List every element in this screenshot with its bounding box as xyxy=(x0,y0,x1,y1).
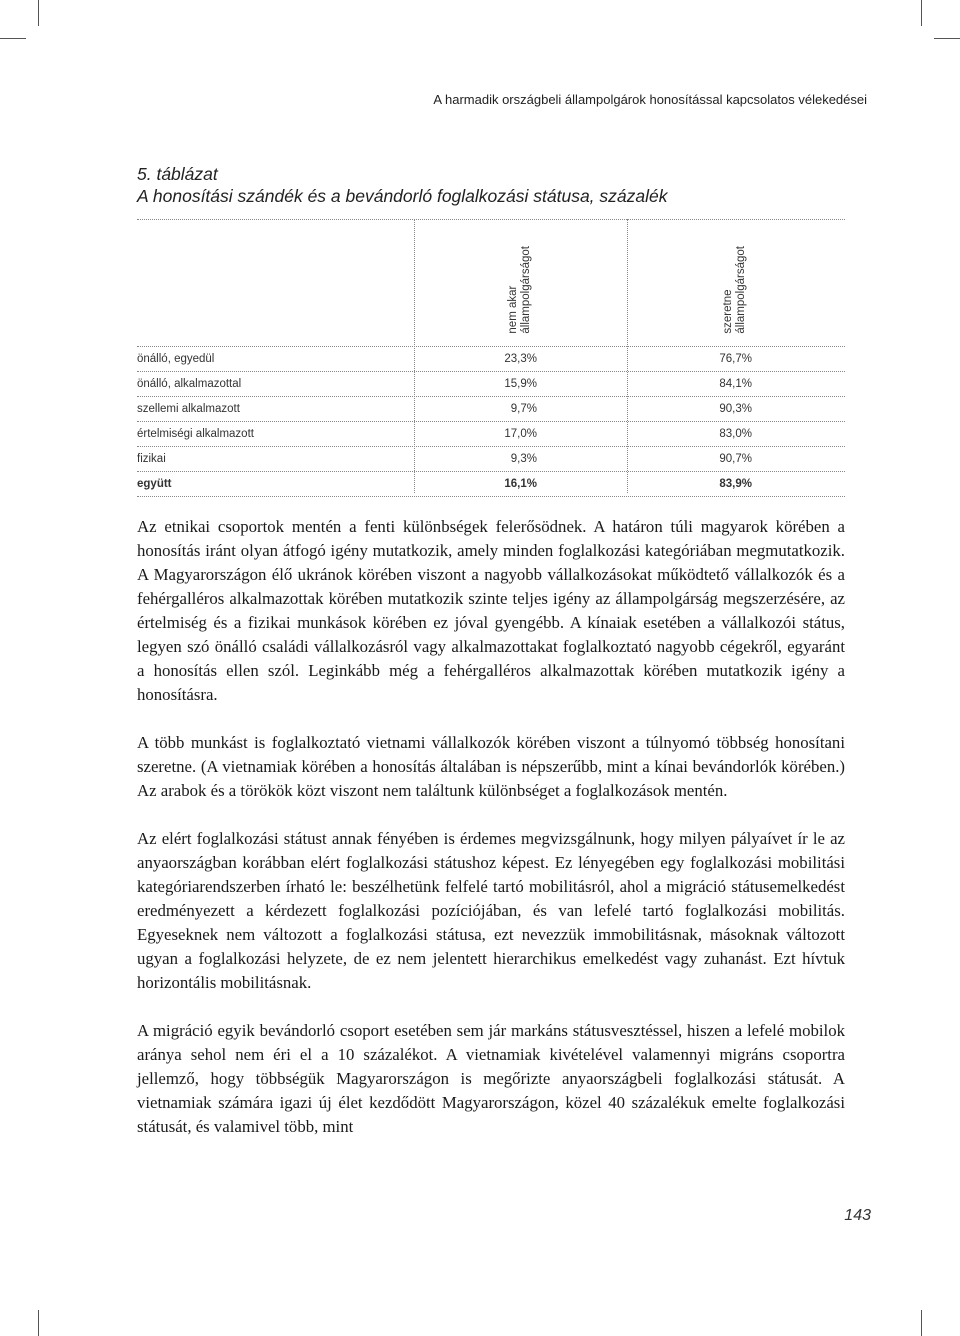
body-text xyxy=(137,515,845,1163)
paragraph: Az elért foglalkozási státust annak fényében is érdemes megvizsgálnunk, hogy milyen pályaívet ír le az anyaországban korábban elért foglalkozási státushoz képest. Ez lényegében egy foglalkozási mobilitási kategóriarendszerben írható le: beszélhetünk felfelé tartó mobilitásról, ahol a migráció státusemelkedést eredményezett a kérdezett foglalkozási pozíciójában, és van lefelé tartó foglalkozási mobilitás. Egyeseknek nem változott a foglalkozási státusa, ezt nevezzük immobilitásnak, másoknak változott ugyan a foglalkozási helyzete, de ez nem jelentett hierarchikus emelkedést vagy zuhanást. Ezt hívtuk horizontális mobilitásnak. xyxy=(137,829,845,992)
row-value-no: 9,3% xyxy=(510,453,537,465)
row-value-yes: 90,3% xyxy=(719,403,752,415)
row-label: szellemi alkalmazott xyxy=(137,403,240,415)
crop-mark-top-left-h xyxy=(0,38,26,39)
table-number: 5. táblázat xyxy=(137,164,218,184)
row-value-yes: 83,9% xyxy=(719,478,752,490)
running-head: A harmadik országbeli állampolgárok honosítással kapcsolatos vélekedései xyxy=(433,92,867,107)
table-row xyxy=(137,422,845,447)
row-label: önálló, egyedül xyxy=(137,353,215,365)
row-value-yes: 76,7% xyxy=(719,353,752,365)
table-row xyxy=(137,347,845,372)
table-row-total xyxy=(137,472,845,497)
row-label: önálló, alkalmazottal xyxy=(137,378,242,390)
row-value-no: 17,0% xyxy=(504,428,537,440)
column-header-no: nem akar állampolgárságot xyxy=(507,246,532,334)
paragraph: A több munkást is foglalkoztató vietnami vállalkozók körében viszont a túlnyomó többség honosítani szeretne. (A vietnamiak körében a honosítás általában is népszerűbb, mint a kínai bevándorlók körében.) Az arabok és a törökök közt viszont nem találtunk különbséget a foglalkozások mentén. xyxy=(137,733,845,800)
table-row xyxy=(137,372,845,397)
paragraph: A migráció egyik bevándorló csoport esetében sem jár markáns státusvesztéssel, hiszen a lefelé mobilok aránya sehol nem éri el a 10 százalékot. A vietnamiak kivételével valamennyi migráns csoportra jellemző, hogy többségük Magyarországon is megőrizte anyaországbeli foglalkozási státusát. A vietnamiak számára igazi új élet kezdődött Magyarországon, közel 40 százalékuk emelte foglalkozási státusát, és valamivel több, mint xyxy=(137,1021,845,1136)
table-row xyxy=(137,447,845,472)
column-header-yes: szeretne állampolgárságot xyxy=(722,246,747,334)
row-value-no: 16,1% xyxy=(504,478,537,490)
row-value-yes: 83,0% xyxy=(719,428,752,440)
data-table xyxy=(137,219,845,497)
crop-mark-top-right-v xyxy=(921,0,922,26)
table-title: A honosítási szándék és a bevándorló foglalkozási státusa, százalék xyxy=(137,186,668,206)
row-value-yes: 90,7% xyxy=(719,453,752,465)
row-value-no: 23,3% xyxy=(504,353,537,365)
row-value-no: 9,7% xyxy=(510,403,537,415)
row-label: fizikai xyxy=(137,453,166,465)
crop-mark-top-left-v xyxy=(38,0,39,26)
crop-mark-bottom-right-v xyxy=(921,1310,922,1336)
row-value-yes: 84,1% xyxy=(719,378,752,390)
crop-mark-top-right-h xyxy=(934,38,960,39)
crop-mark-bottom-left-v xyxy=(38,1310,39,1336)
table-caption xyxy=(137,163,668,207)
paragraph: Az etnikai csoportok mentén a fenti különbségek felerősödnek. A határon túli magyarok körében a honosítás iránt olyan átfogó igény mutatkozik, amely minden foglalkozási kategóriában megmutatkozik. A Magyarországon élő ukránok körében viszont a nagyobb vállalkozásokat működtető vállalkozók és a fehérgalléros alkalmazottak körében mutatkozik szinte teljes igény az állampolgárság megszerzésére, az értelmiség és a fizikai munkások körében ez jóval gyengébb. A kínaiak esetében a vállalkozói státus, legyen szó önálló családi vállalkozásról vagy alkalmazottakat foglalkoztató nagyobb cégekről, egyaránt a honosítás ellen szól. Leginkább még a fehérgalléros alkalmazottak körében mutatkozik igény a honosításra. xyxy=(137,517,845,704)
table-row xyxy=(137,397,845,422)
row-label: együtt xyxy=(137,478,172,490)
page-number: 143 xyxy=(844,1207,871,1224)
table-header-row xyxy=(137,219,845,347)
row-label: értelmiségi alkalmazott xyxy=(137,428,254,440)
row-value-no: 15,9% xyxy=(504,378,537,390)
